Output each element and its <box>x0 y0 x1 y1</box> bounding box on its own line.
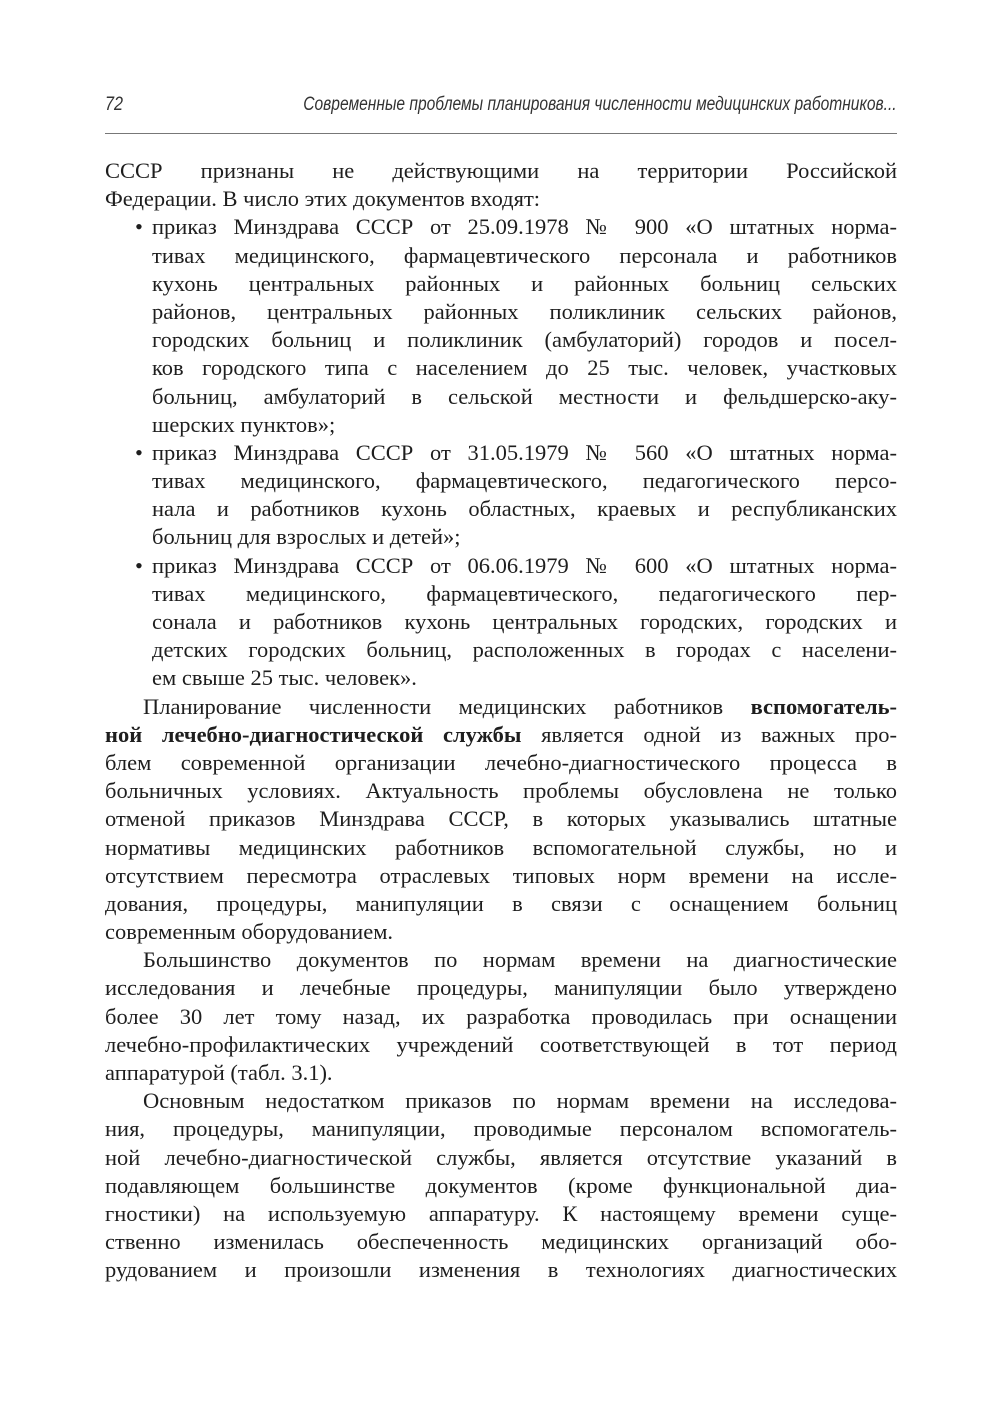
text: ния, процедуры, манипуляции, проводимые персоналом вспомогатель- <box>105 1116 897 1142</box>
bullet-icon: • <box>135 214 143 240</box>
text: больниц для взрослых и детей»; <box>152 524 461 550</box>
text: исследования и лечебные процедуры, манипуляции было утверждено <box>105 975 897 1001</box>
text-line <box>105 974 897 1002</box>
text: приказ Минздрава СССР от 06.06.1979 № 600 «О штатных норма- <box>152 552 897 578</box>
text-line <box>105 890 897 918</box>
text: более 30 лет тому назад, их разработка проводилась при оснащении <box>105 1003 897 1029</box>
text-line <box>152 354 897 382</box>
text-line <box>105 1200 897 1228</box>
text-line <box>152 523 897 551</box>
text-line <box>152 495 897 523</box>
text: отсутствием пересмотра отраслевых типовых норм времени на иссле- <box>105 862 897 888</box>
paragraph <box>105 693 897 947</box>
list-item <box>135 213 897 439</box>
text: является одной из важных про- <box>521 721 897 747</box>
text: ственно изменилась обеспеченность медицинских организаций обо- <box>105 1229 897 1255</box>
bullet-icon: • <box>135 552 143 578</box>
text-line <box>105 777 897 805</box>
text: ков городского типа с населением до 25 тыс. человек, участковых <box>152 355 897 381</box>
text: нормативы медицинских работников вспомогательной службы, но и <box>105 834 897 860</box>
text-line <box>105 1115 897 1143</box>
text: дования, процедуры, манипуляции в связи с оснащением больниц <box>105 890 897 916</box>
text-line <box>105 1144 897 1172</box>
text: современным оборудованием. <box>105 919 394 945</box>
page-body <box>105 157 897 1285</box>
text: блем современной организации лечебно-диагностического процесса в <box>105 749 897 775</box>
text: нала и работников кухонь областных, краевых и республиканских <box>152 496 897 522</box>
text-line <box>152 467 897 495</box>
text: приказ Минздрава СССР от 25.09.1978 № 900 «О штатных норма- <box>152 214 897 240</box>
text: ем свыше 25 тыс. человек». <box>152 665 417 691</box>
text-line <box>105 862 897 890</box>
text: гностики) на используемую аппаратуру. К настоящему времени суще- <box>105 1200 897 1226</box>
list-item <box>135 439 897 552</box>
text-line <box>105 157 897 185</box>
text-line <box>152 608 897 636</box>
text-line <box>152 636 897 664</box>
text: кухонь центральных районных и районных больниц сельских <box>152 270 897 296</box>
text: Федерации. В число этих документов входят: <box>105 186 541 212</box>
text: Большинство документов по нормам времени на диагностические <box>143 947 897 973</box>
text: больниц, амбулаторий в сельской местности и фельдшерско-аку- <box>152 383 897 409</box>
text: сонала и работников кухонь центральных городских, городских и <box>152 609 897 634</box>
paragraph <box>105 157 897 213</box>
text-line <box>105 1256 897 1284</box>
text-line <box>152 298 897 326</box>
bold-text: ной лечебно-диагностической службы <box>105 721 522 747</box>
text-line <box>152 270 897 298</box>
text-line <box>105 721 897 749</box>
text: детских городских больниц, расположенных в городах с населени- <box>152 637 897 663</box>
text: Основным недостатком приказов по нормам времени на исследова- <box>143 1088 897 1114</box>
text: СССР признаны не действующими на территории Российской <box>105 158 897 183</box>
text: городских больниц и поликлиник (амбулаторий) городов и посел- <box>152 327 897 353</box>
text-line <box>105 693 897 721</box>
text-line <box>152 411 897 439</box>
text-line <box>105 834 897 862</box>
text-line <box>152 242 897 270</box>
text-line <box>152 326 897 354</box>
text-line <box>105 805 897 833</box>
text-line <box>105 749 897 777</box>
running-header <box>105 94 897 122</box>
list-item <box>135 552 897 693</box>
text-line <box>105 918 897 946</box>
text: ной лечебно-диагностической службы, является отсутствие указаний в <box>105 1144 897 1170</box>
text: шерских пунктов»; <box>152 411 336 437</box>
text: рудованием и произошли изменения в технологиях диагностических <box>105 1257 897 1283</box>
text: тивах медицинского, фармацевтического, педагогического персо- <box>152 468 897 494</box>
text: больничных условиях. Актуальность проблемы обусловлена не только <box>105 778 897 804</box>
bold-text: вспомогатель- <box>750 693 897 719</box>
text-line <box>135 552 897 580</box>
text-line <box>105 1228 897 1256</box>
text-line <box>105 1172 897 1200</box>
text-line <box>135 439 897 467</box>
text: подавляющем большинстве документов (кроме функциональной диа- <box>105 1172 897 1198</box>
bullet-icon: • <box>135 439 143 465</box>
header-rule <box>105 133 897 134</box>
text: тивах медицинского, фармацевтического, педагогического пер- <box>152 580 897 606</box>
text: приказ Минздрава СССР от 31.05.1979 № 560 «О штатных норма- <box>152 439 897 465</box>
text: Планирование численности медицинских работников <box>143 693 751 719</box>
paragraph <box>105 946 897 1087</box>
text: аппаратурой (табл. 3.1). <box>105 1060 333 1085</box>
text-line <box>105 1059 897 1087</box>
paragraph <box>105 1087 897 1284</box>
text: отменой приказов Минздрава СССР, в которых указывались штатные <box>105 806 897 832</box>
text-line <box>135 213 897 241</box>
running-title: Современные проблемы планирования численности медицинских работников... <box>303 94 897 115</box>
text-line <box>105 946 897 974</box>
text-line <box>152 580 897 608</box>
text-line <box>105 1003 897 1031</box>
text-line <box>105 1031 897 1059</box>
text: лечебно-профилактических учреждений соответствующей в тот период <box>105 1031 897 1057</box>
text-line <box>105 1087 897 1115</box>
text-line <box>152 383 897 411</box>
text-line <box>105 185 897 213</box>
text: тивах медицинского, фармацевтического персонала и работников <box>152 242 897 268</box>
text: районов, центральных районных поликлиник сельских районов, <box>152 298 897 324</box>
page-number: 72 <box>105 94 123 115</box>
text-line <box>152 664 897 692</box>
